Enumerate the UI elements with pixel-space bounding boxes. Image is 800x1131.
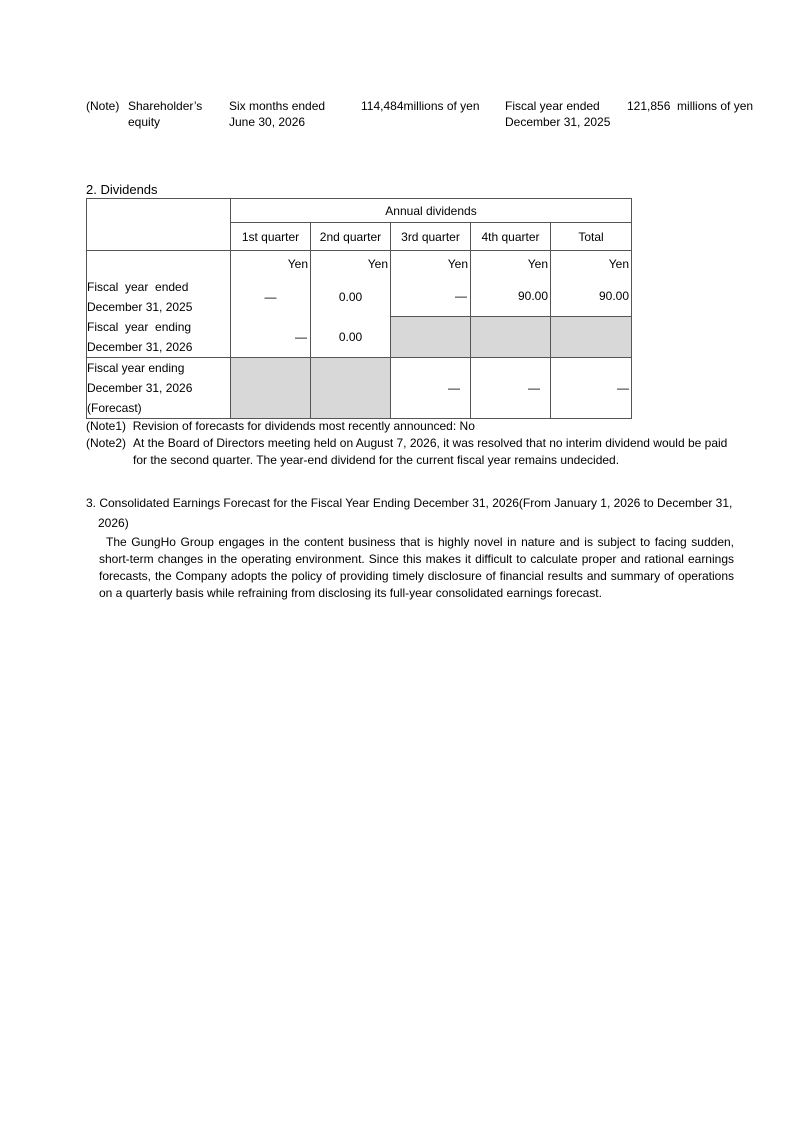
forecast-q3: — bbox=[391, 357, 471, 418]
unit-q1: Yen bbox=[231, 251, 311, 277]
table-row bbox=[87, 317, 632, 358]
current-period-line2: June 30, 2026 bbox=[229, 115, 306, 129]
fy2025-q2: 0.00 bbox=[311, 277, 391, 317]
unit-q2: Yen bbox=[311, 251, 391, 277]
dividends-table bbox=[86, 198, 632, 419]
forecast-section-title-line2: 2026) bbox=[98, 516, 129, 530]
row-label-fy2026-line1: Fiscal year ending bbox=[87, 319, 192, 334]
shareholders-equity-label-line2: equity bbox=[128, 115, 161, 129]
unit-q4: Yen bbox=[471, 251, 551, 277]
table-row bbox=[87, 277, 632, 317]
forecast-section-body: The GungHo Group engages in the content business that is highly novel in nature and is subject to facing sudden, short-term changes in the operating environment. Since this makes it difficult to calculate proper and rational earnings forecasts, the Company adopts the policy of providing timely disclosure of financial results and summary of operations on a quarterly basis while refraining from disclosing its full-year consolidated earnings forecast. bbox=[99, 535, 734, 600]
row-label-fy2026-line2: December 31, 2026 bbox=[87, 339, 193, 354]
note1-text: Revision of forecasts for dividends most recently announced: No bbox=[132, 419, 475, 433]
forecast-section-title bbox=[86, 493, 736, 533]
current-period-line1: Six months ended bbox=[229, 99, 326, 113]
col-header-q1: 1st quarter bbox=[231, 223, 311, 251]
prior-equity-value: 121,856 millions of yen bbox=[627, 99, 754, 113]
fy2026-total bbox=[551, 317, 632, 358]
unit-total: Yen bbox=[551, 251, 632, 277]
fy2025-total: 90.00 bbox=[551, 277, 632, 317]
row-label-fy2025-line2: December 31, 2025 bbox=[87, 299, 193, 314]
prior-period bbox=[505, 98, 610, 130]
shareholders-equity-label-line1: Shareholder’s bbox=[128, 99, 203, 113]
note1-label: (Note1) bbox=[86, 419, 127, 433]
fy2026-q2: 0.00 bbox=[311, 317, 391, 358]
table-row bbox=[87, 357, 632, 418]
current-period bbox=[229, 98, 325, 130]
fy2025-q4: 90.00 bbox=[471, 277, 551, 317]
note2-label: (Note2) bbox=[86, 436, 127, 450]
col-header-total: Total bbox=[551, 223, 632, 251]
row-label-fy2026 bbox=[87, 317, 231, 358]
shareholders-equity-label bbox=[128, 98, 202, 130]
forecast-q1 bbox=[231, 357, 311, 418]
forecast-q2 bbox=[311, 357, 391, 418]
prior-period-line2: December 31, 2025 bbox=[505, 115, 611, 129]
unit-q3: Yen bbox=[391, 251, 471, 277]
unit-row-label-cell bbox=[87, 251, 231, 277]
prior-period-line1: Fiscal year ended bbox=[505, 99, 600, 113]
col-header-q3: 3rd quarter bbox=[391, 223, 471, 251]
fy2026-q1: — bbox=[231, 317, 311, 358]
note-label: (Note) bbox=[86, 99, 120, 113]
row-label-fy2025-line1: Fiscal year ended bbox=[87, 279, 189, 294]
forecast-q4: — bbox=[471, 357, 551, 418]
row-label-fy2025 bbox=[87, 277, 231, 317]
note2-text: At the Board of Directors meeting held on August 7, 2026, it was resolved that no interim dividend would be paid for the second quarter. The year-end dividend for the current fiscal year remains undecided. bbox=[133, 436, 728, 467]
col-header-q2: 2nd quarter bbox=[311, 223, 391, 251]
row-label-forecast-line3: (Forecast) bbox=[87, 400, 142, 415]
row-label-forecast bbox=[87, 357, 231, 418]
forecast-section-title-line1: 3. Consolidated Earnings Forecast for the Fiscal Year Ending December 31, 2026(From January 1, 2026 to December 31, bbox=[86, 496, 733, 510]
fy2025-q3: — bbox=[391, 277, 471, 317]
fy2025-q1: — bbox=[231, 277, 311, 317]
row-label-forecast-line1: Fiscal year ending bbox=[87, 360, 185, 375]
dividends-heading: 2. Dividends bbox=[86, 182, 158, 197]
note1 bbox=[86, 418, 475, 434]
annual-dividends-header: Annual dividends bbox=[231, 199, 632, 223]
current-equity-value: 114,484millions of yen bbox=[361, 99, 480, 113]
fy2026-q3 bbox=[391, 317, 471, 358]
row-label-forecast-line2: December 31, 2026 bbox=[87, 380, 193, 395]
table-corner-cell bbox=[87, 199, 231, 251]
forecast-total: — bbox=[551, 357, 632, 418]
fy2026-q4 bbox=[471, 317, 551, 358]
col-header-q4: 4th quarter bbox=[471, 223, 551, 251]
